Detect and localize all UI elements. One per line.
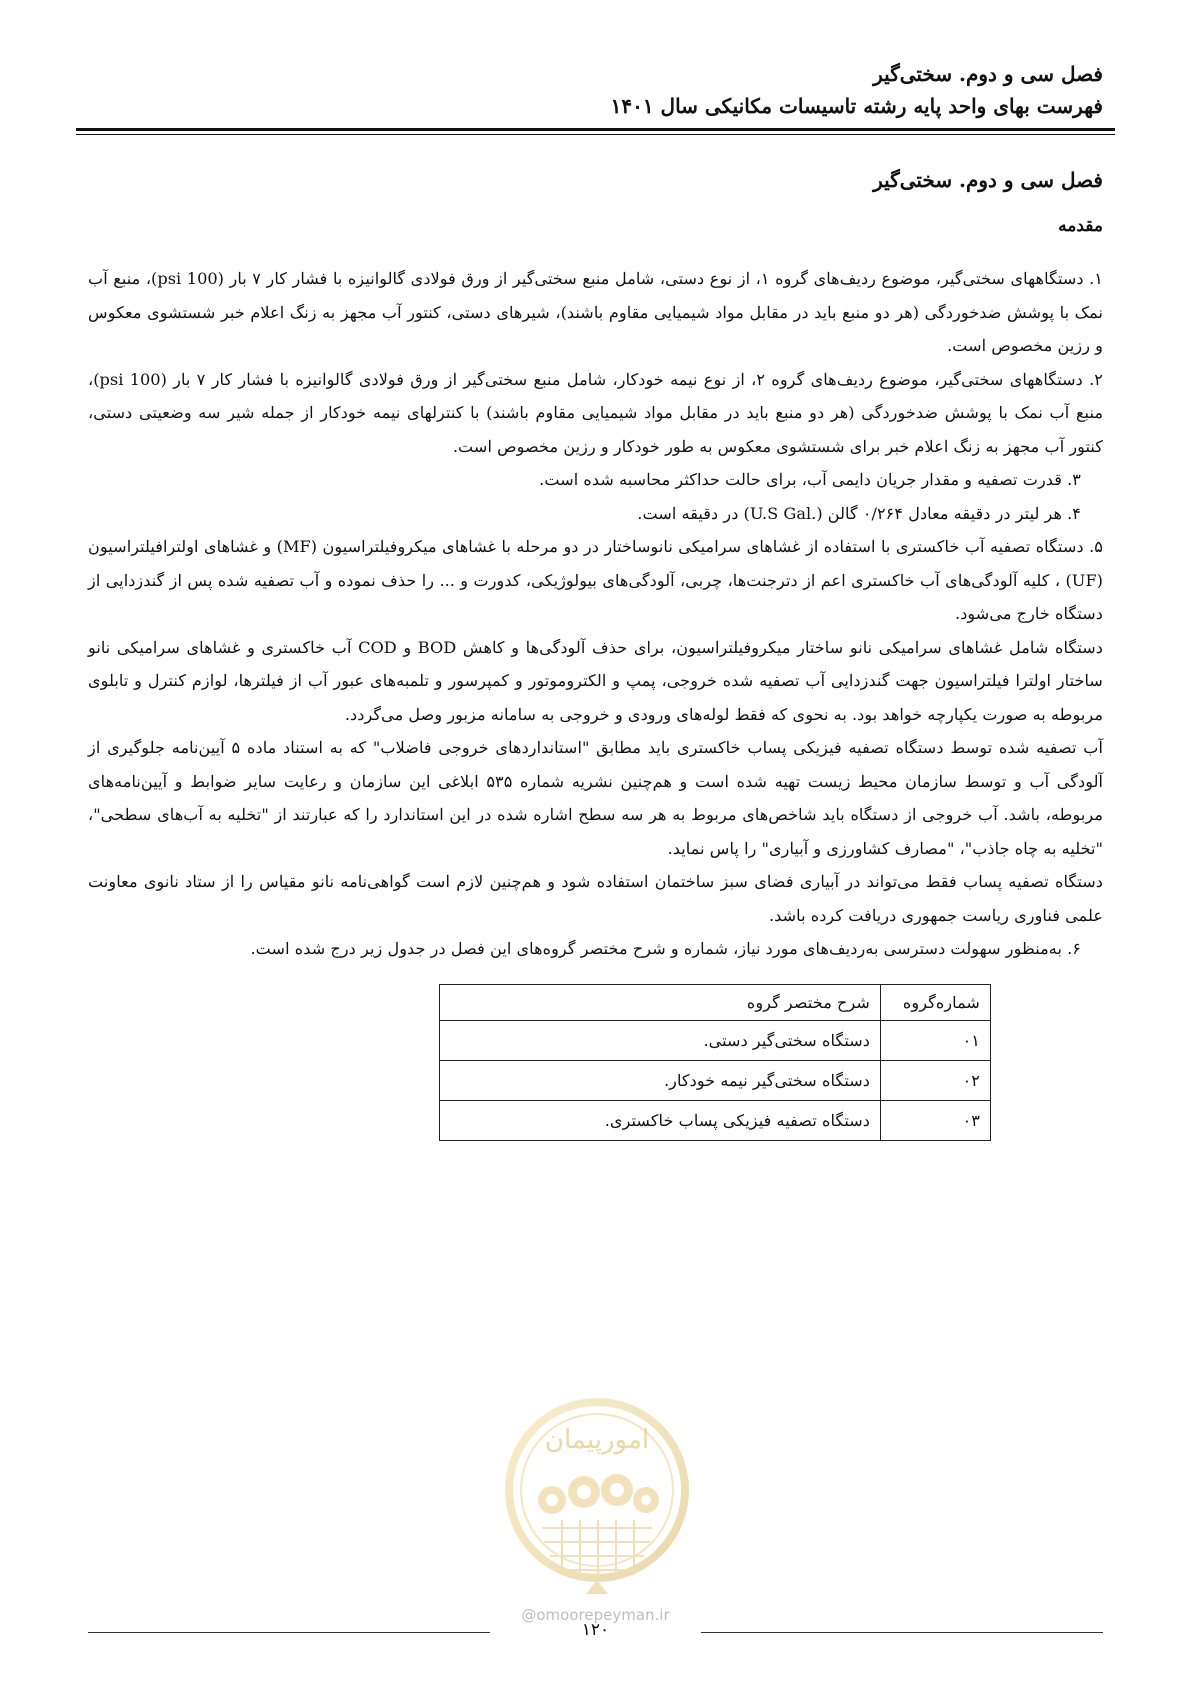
page-content: [88, 164, 1103, 1141]
header-chapter-title: فصل سی و دوم. سختی‌گیر: [873, 62, 1103, 86]
groups-table: [439, 984, 991, 1141]
paragraph-device: دستگاه شامل غشاهای سرامیکی نانو ساختار میکروفیلتراسیون، برای حذف آلودگی‌ها و کاهش BOD و COD آب خاکستری و غشاهای سرامیکی نانو ساختار اولترا فیلتراسیون جهت گندزدایی آب تصفیه شده خروجی، پمپ و الکتروموتور و کمپرسور و تلمبه‌های عبور آب از فیلترها، لوازم کنترل و تابلوی مربوطه به صورت یکپارچه خواهد بود. به نحوی که فقط لوله‌های ورودی و خروجی به سامانه مزبور وصل می‌گردد.: [88, 637, 1104, 724]
table-cell-number: ۰۲: [881, 1060, 991, 1100]
watermark-logo-text: امورپیمان: [544, 1425, 650, 1455]
header-rule-thick: [76, 128, 1115, 131]
paragraph-2: ۲. دستگاههای سختی‌گیر، موضوع ردیف‌های گروه ۲، از نوع نیمه خودکار، شامل منبع سختی‌گیر از ورق فولادی گالوانیزه با فشار کار ۷ بار (100 psi)، منبع آب نمک با پوشش ضدخوردگی (هر دو منبع باید در مقابل مواد شیمیایی مقاوم باشند) با کنترلهای نیمه خودکار از جمله شیر سه وضعیتی دستی، کنتور آب مجهز به زنگ اعلام خبر برای شستشوی معکوس به طور خودکار و رزین مخصوص است.: [88, 369, 1104, 456]
section-title: فصل سی و دوم. سختی‌گیر: [873, 168, 1103, 192]
table-row: [440, 1100, 991, 1140]
header-price-list-title: فهرست بهای واحد پایه رشته تاسیسات مکانیکی سال ۱۴۰۱: [610, 94, 1103, 118]
watermark-logo: [502, 1380, 692, 1610]
table-cell-number: ۰۱: [881, 1020, 991, 1060]
paragraph-3: ۳. قدرت تصفیه و مقدار جریان دایمی آب، برای حالت حداکثر محاسبه شده است.: [539, 470, 1081, 489]
table-cell-number: ۰۳: [881, 1100, 991, 1140]
table-row: [440, 1060, 991, 1100]
paragraph-standards: آب تصفیه شده توسط دستگاه تصفیه فیزیکی پساب خاکستری باید مطابق "استانداردهای خروجی فاضلاب" که به استناد ماده ۵ آیین‌نامه جلوگیری از آلودگی آب و توسط سازمان محیط زیست تهیه شده است و هم‌چنین نشریه شماره ۵۳۵ ابلاغی این سازمان و رعایت سایر ضوابط و آیین‌نامه‌های مربوطه، باشد. آب خروجی از دستگاه باید شاخص‌های مربوط به هر سه سطح اشاره شده در این استاندارد را که عبارتند از "تخلیه به آب‌های سطحی"، "تخلیه به چاه جاذب"، "مصارف کشاورزی و آبیاری" را پاس نماید.: [88, 738, 1103, 858]
table-cell-desc: دستگاه سختی‌گیر دستی.: [440, 1020, 881, 1060]
paragraph-5: ۵. دستگاه تصفیه آب خاکستری با استفاده از غشاهای سرامیکی نانوساختار در دو مرحله با غشاهای میکروفیلتراسیون (MF) و غشاهای اولترافیلتراسیون (UF) ، کلیه آلودگی‌های آب خاکستری اعم از دترجنت‌ها، چربی، آلودگی‌های بیولوژیکی، کدورت و ... را حذف نموده و آب تصفیه شده پس از گندزدایی از دستگاه خارج می‌شود.: [88, 537, 1103, 623]
watermark-site: @omoorepeyman.ir: [521, 1606, 670, 1624]
paragraph-4: ۴. هر لیتر در دقیقه معادل ۰/۲۶۴ گالن (.U.S Gal) در دقیقه است.: [637, 503, 1081, 523]
table-header-number: شماره‌گروه: [881, 984, 991, 1020]
header-rule-thin: [76, 134, 1115, 135]
table-header-desc: شرح مختصر گروه: [440, 984, 881, 1020]
section-subtitle: مقدمه: [1058, 216, 1103, 236]
paragraph-6: ۶. به‌منظور سهولت دسترسی به‌ردیف‌های مورد نیاز، شماره و شرح مختصر گروه‌های این فصل در جدول زیر درج شده است.: [250, 939, 1081, 958]
table-header-row: [440, 984, 991, 1020]
page-number: ۱۲۰: [581, 1620, 610, 1640]
table-cell-desc: دستگاه تصفیه فیزیکی پساب خاکستری.: [440, 1100, 881, 1140]
paragraph-1: ۱. دستگاههای سختی‌گیر، موضوع ردیف‌های گروه ۱، از نوع دستی، شامل منبع سختی‌گیر از ورق فولادی گالوانیزه با فشار کار ۷ بار (100 psi)، منبع آب نمک با پوشش ضدخوردگی (هر دو منبع باید در مقابل مواد شیمیایی مقاوم باشند)، شیرهای دستی، کنتور آب مجهز به زنگ اعلام خبر شستشوی معکوس و رزین مخصوص است.: [88, 269, 1103, 355]
page-header: [88, 58, 1103, 122]
paragraph-irrigation: دستگاه تصفیه پساب فقط می‌تواند در آبیاری فضای سبز ساختمان استفاده شود و هم‌چنین لازم است گواهی‌نامه نانو مقیاس را از ستاد نانوی معاونت علمی فناوری ریاست جمهوری دریافت کرده باشد.: [88, 872, 1103, 925]
table-row: [440, 1020, 991, 1060]
table-cell-desc: دستگاه سختی‌گیر نیمه خودکار.: [440, 1060, 881, 1100]
